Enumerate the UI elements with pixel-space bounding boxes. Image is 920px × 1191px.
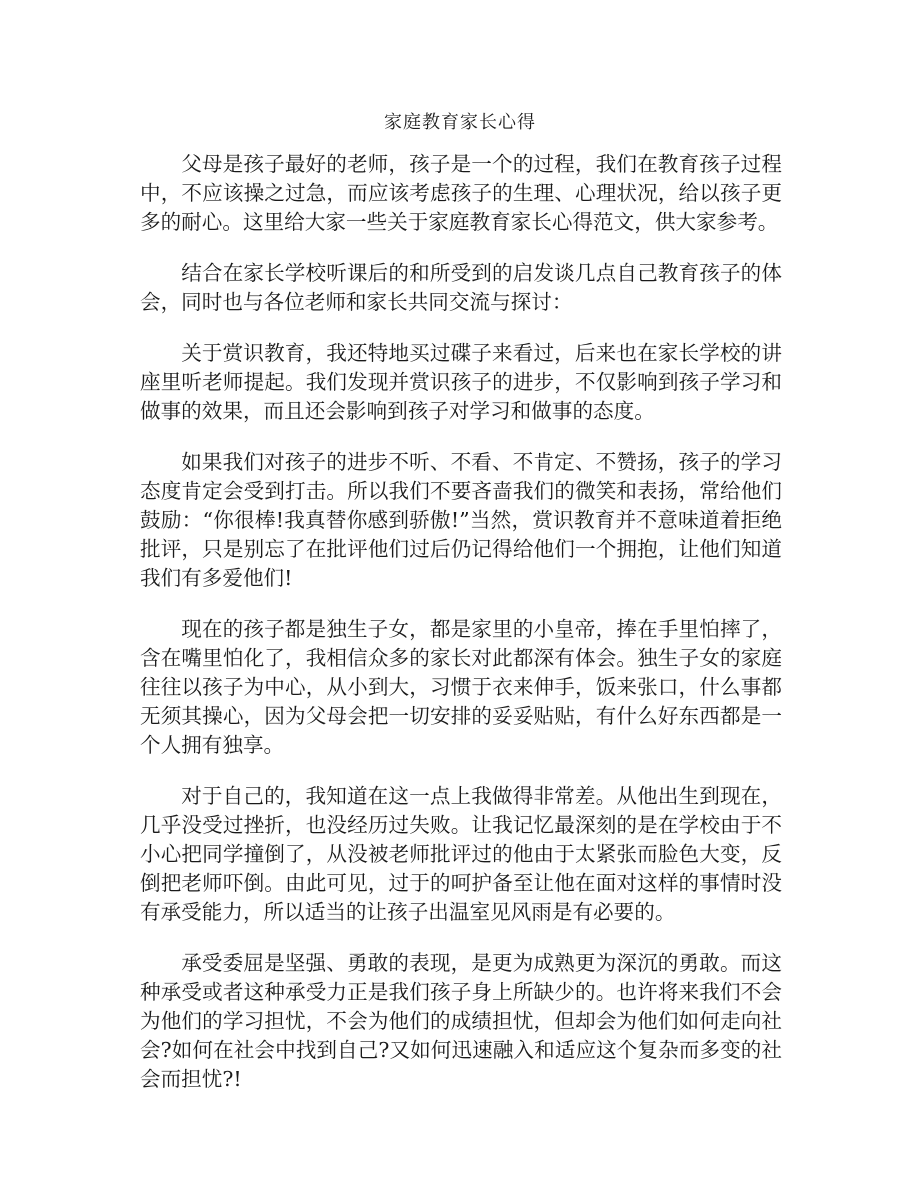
paragraph-endurance: 承受委屈是坚强、勇敢的表现，是更为成熟更为深沉的勇敢。而这种承受或者这种承受力正是我们孩子身上所缺少的。也许将来我们不会为他们的学习担忧，不会为他们的成绩担忧，但却会为他们如何走向社会?如何在社会中找到自己?又如何迅速融入和适应这个复杂而多变的社会而担忧?! (140, 951, 782, 1091)
paragraph-experience: 结合在家长学校听课后的和所受到的启发谈几点自己教育孩子的体会，同时也与各位老师和家长共同交流与探讨： (140, 261, 782, 314)
document-title: 家庭教育家长心得 (384, 112, 536, 133)
paragraph-intro: 父母是孩子最好的老师，孩子是一个的过程，我们在教育孩子过程中，不应该操之过急，而应该考虑孩子的生理、心理状况，给以孩子更多的耐心。这里给大家一些关于家庭教育家长心得范文，供大家参考。 (140, 152, 782, 234)
paragraph-only-child: 现在的孩子都是独生子女，都是家里的小皇帝，捧在手里怕摔了，含在嘴里怕化了，我相信众多的家长对此都深有体会。独生子女的家庭往往以孩子为中心，从小到大，习惯于衣来伸手，饭来张口，什么事都无须其操心，因为父母会把一切安排的妥妥贴贴，有什么好东西都是一个人拥有独享。 (140, 617, 782, 757)
document-body (140, 150, 782, 1116)
paragraph-encouragement: 如果我们对孩子的进步不听、不看、不肯定、不赞扬，孩子的学习态度肯定会受到打击。所以我们不要吝啬我们的微笑和表扬，常给他们鼓励：“你很棒!我真替你感到骄傲!”当然，赏识教育并不意味道着拒绝批评，只是别忘了在批评他们过后仍记得给他们一个拥抱，让他们知道我们有多爱他们! (140, 450, 782, 590)
paragraph-setback: 对于自己的，我知道在这一点上我做得非常差。从他出生到现在，几乎没受过挫折，也没经历过失败。让我记忆最深刻的是在学校由于不小心把同学撞倒了，从没被老师批评过的他由于太紧张而脸色大变，反倒把老师吓倒。由此可见，过于的呵护备至让他在面对这样的事情时没有承受能力，所以适当的让孩子出温室见风雨是有必要的。 (140, 784, 782, 924)
paragraph-appreciation-education: 关于赏识教育，我还特地买过碟子来看过，后来也在家长学校的讲座里听老师提起。我们发现并赏识孩子的进步，不仅影响到孩子学习和做事的效果，而且还会影响到孩子对学习和做事的态度。 (140, 341, 782, 423)
